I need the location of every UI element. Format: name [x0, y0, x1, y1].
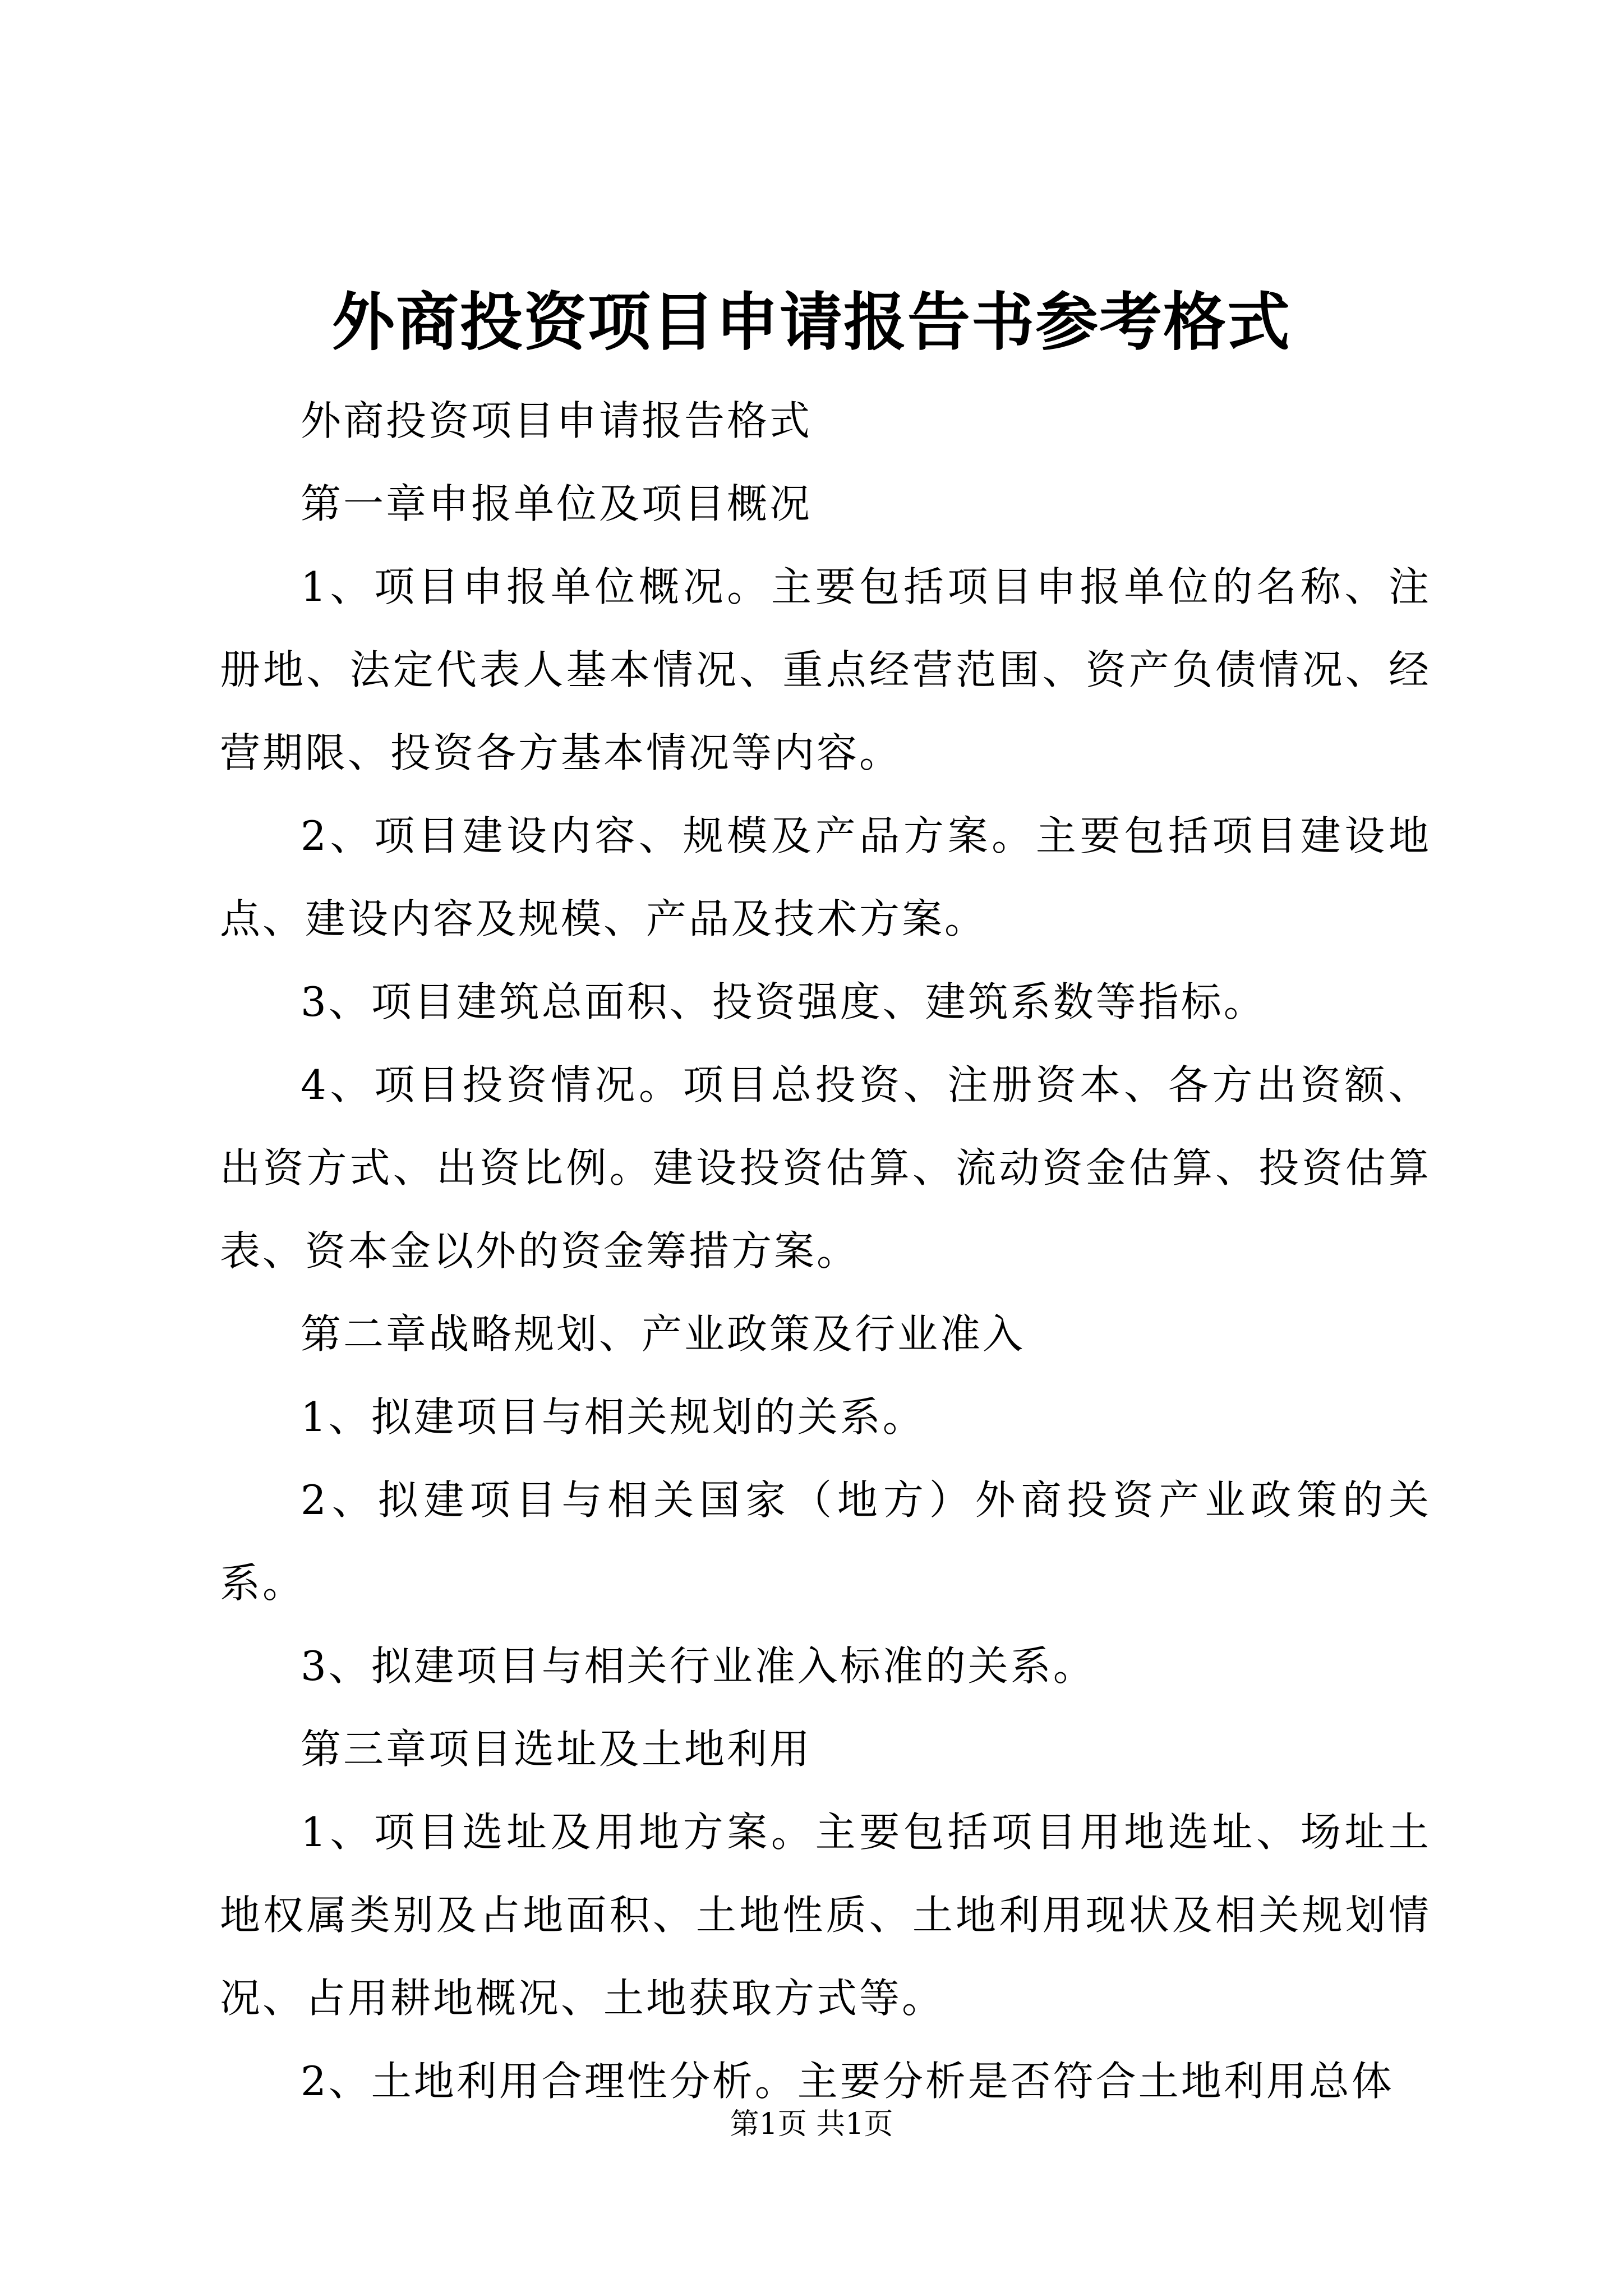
paragraph: 1、项目选址及用地方案。主要包括项目用地选址、场址土地权属类别及占地面积、土地性质、土地利用现状及相关规划情况、占用耕地概况、土地获取方式等。 — [220, 1809, 1431, 2022]
paragraph: 1、项目申报单位概况。主要包括项目申报单位的名称、注册地、法定代表人基本情况、重点经营范围、资产负债情况、经营期限、投资各方基本情况等内容。 — [220, 563, 1431, 776]
paragraph: 外商投资项目申请报告格式 — [301, 397, 813, 444]
paragraph: 2、项目建设内容、规模及产品方案。主要包括项目建设地点、建设内容及规模、产品及技术方案。 — [220, 812, 1431, 942]
paragraph: 3、项目建筑总面积、投资强度、建筑系数等指标。 — [301, 978, 1266, 1025]
paragraph: 3、拟建项目与相关行业准入标准的关系。 — [301, 1642, 1096, 1690]
paragraph: 2、拟建项目与相关国家（地方）外商投资产业政策的关系。 — [220, 1476, 1431, 1607]
paragraph: 第三章项目选址及土地利用 — [301, 1726, 813, 1773]
paragraph: 第二章战略规划、产业政策及行业准入 — [301, 1310, 1026, 1358]
page-footer: 第1页 共1页 — [730, 2108, 893, 2141]
paragraph: 4、项目投资情况。项目总投资、注册资本、各方出资额、出资方式、出资比例。建设投资估算、流动资金估算、投资估算表、资本金以外的资金筹措方案。 — [220, 1061, 1431, 1274]
paragraph: 2、土地利用合理性分析。主要分析是否符合土地利用总体 — [301, 2058, 1394, 2105]
document-title: 外商投资项目申请报告书参考格式 — [332, 286, 1291, 359]
document-body — [220, 379, 1431, 2123]
paragraph: 第一章申报单位及项目概况 — [301, 480, 813, 527]
paragraph: 1、拟建项目与相关规划的关系。 — [301, 1393, 925, 1441]
